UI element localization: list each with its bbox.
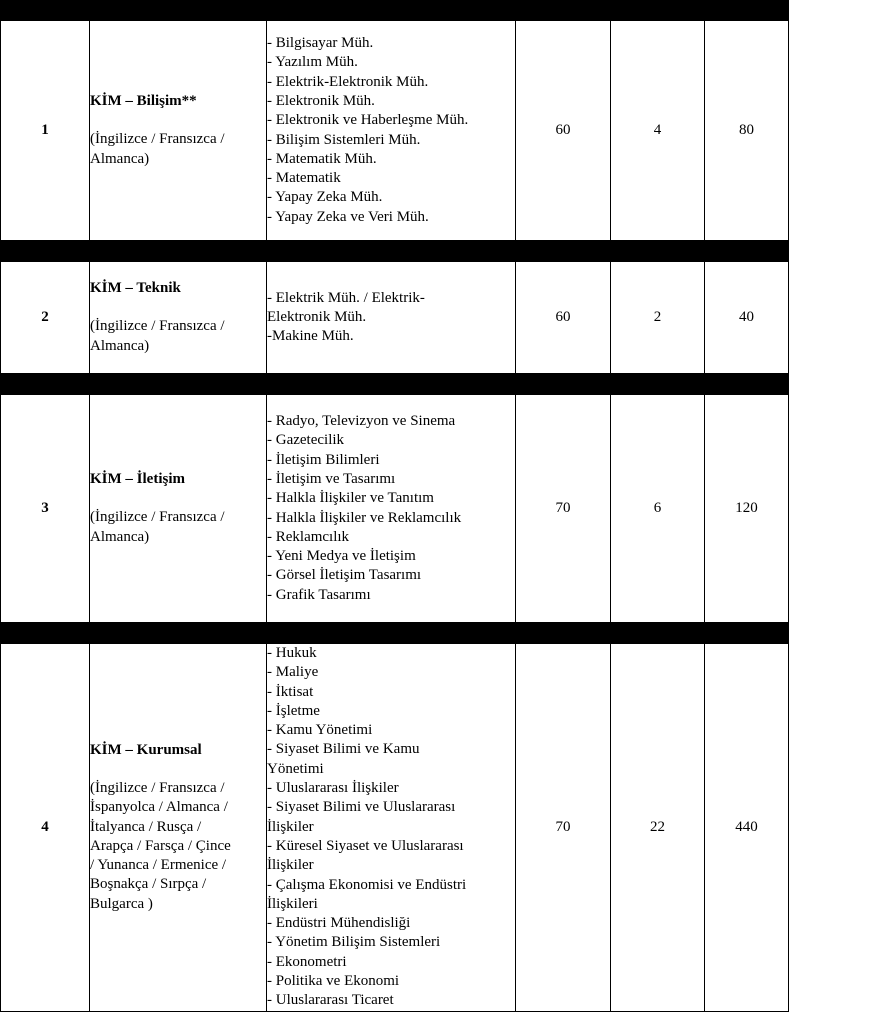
departments-cell: [267, 644, 516, 1012]
department-item: - Maliye: [267, 664, 319, 681]
department-item: - Yazılım Müh.: [267, 54, 358, 71]
department-item: İlişkileri: [267, 895, 318, 912]
department-item: İlişkiler: [267, 857, 314, 874]
table-row: [1, 644, 789, 1012]
department-item: - Siyaset Bilimi ve Kamu: [267, 741, 420, 758]
departments-cell: [267, 262, 516, 374]
department-item: - Elektronik Müh.: [267, 92, 375, 109]
department-item: - Bilişim Sistemleri Müh.: [267, 131, 421, 148]
language-line: Almanca): [90, 528, 150, 545]
language-line: Almanca): [90, 337, 150, 354]
language-line: İspanyolca / Almanca /: [90, 799, 228, 816]
value-cell-1: 70: [516, 644, 611, 1012]
department-item: - Görsel İletişim Tasarımı: [267, 567, 422, 584]
department-item: -Makine Müh.: [267, 328, 354, 345]
language-line: / Yunanca / Ermenice /: [90, 857, 227, 874]
table-row: [1, 21, 789, 241]
value-cell-3: 440: [705, 644, 789, 1012]
value-cell-2: 6: [611, 395, 705, 623]
table-row: [1, 262, 789, 374]
program-name: KİM – Kurumsal: [90, 741, 202, 758]
language-line: Almanca): [90, 150, 150, 167]
department-item: - Küresel Siyaset ve Uluslararası: [267, 837, 464, 854]
separator-row: [1, 241, 789, 262]
row-number: 4: [1, 644, 90, 1012]
department-item: - Elektrik Müh. / Elektrik-: [267, 289, 425, 306]
value-cell-3: 120: [705, 395, 789, 623]
value-cell-2: 4: [611, 21, 705, 241]
program-cell: [90, 644, 267, 1012]
value-cell-2: 2: [611, 262, 705, 374]
department-item: - İletişim Bilimleri: [267, 451, 380, 468]
department-item: - İletişim ve Tasarımı: [267, 470, 396, 487]
department-item: - Halkla İlişkiler ve Tanıtım: [267, 490, 434, 507]
department-item: Yönetimi: [267, 760, 324, 777]
program-cell: [90, 395, 267, 623]
separator-row: [1, 0, 789, 21]
language-line: (İngilizce / Fransızca /: [90, 779, 225, 796]
row-number: 2: [1, 262, 90, 374]
language-line: (İngilizce / Fransızca /: [90, 131, 225, 148]
department-item: - Endüstri Mühendisliği: [267, 915, 411, 932]
department-item: - Reklamcılık: [267, 528, 350, 545]
program-name: KİM – Teknik: [90, 280, 181, 297]
department-item: - Uluslararası Ticaret: [267, 992, 394, 1009]
department-item: - Siyaset Bilimi ve Uluslararası: [267, 799, 456, 816]
department-item: - Yapay Zeka Müh.: [267, 189, 383, 206]
department-item: - Yeni Medya ve İletişim: [267, 548, 416, 565]
department-item: - Ekonometri: [267, 953, 347, 970]
row-number: 1: [1, 21, 90, 241]
value-cell-1: 60: [516, 262, 611, 374]
language-line: İtalyanca / Rusça /: [90, 818, 202, 835]
department-item: - Matematik Müh.: [267, 150, 377, 167]
language-line: (İngilizce / Fransızca /: [90, 318, 225, 335]
value-cell-1: 60: [516, 21, 611, 241]
value-cell-1: 70: [516, 395, 611, 623]
department-item: - Bilgisayar Müh.: [267, 35, 374, 52]
department-item: - Gazetecilik: [267, 432, 345, 449]
department-item: - Yönetim Bilişim Sistemleri: [267, 934, 441, 951]
department-item: - Hukuk: [267, 645, 317, 661]
department-item: - Elektrik-Elektronik Müh.: [267, 73, 429, 90]
table-row: [1, 395, 789, 623]
program-languages: [90, 779, 266, 914]
value-cell-2: 22: [611, 644, 705, 1012]
department-item: Elektronik Müh.: [267, 308, 367, 325]
department-item: - Yapay Zeka ve Veri Müh.: [267, 208, 429, 225]
program-cell: [90, 21, 267, 241]
program-languages: [90, 508, 266, 547]
departments-cell: [267, 21, 516, 241]
language-line: (İngilizce / Fransızca /: [90, 509, 225, 526]
departments-cell: [267, 395, 516, 623]
department-item: - İşletme: [267, 702, 320, 719]
department-item: - Halkla İlişkiler ve Reklamcılık: [267, 509, 462, 526]
language-line: Arapça / Farsça / Çince: [90, 837, 231, 854]
separator-row: [1, 374, 789, 395]
program-languages: [90, 317, 266, 356]
language-line: Bulgarca ): [90, 895, 153, 912]
value-cell-3: 40: [705, 262, 789, 374]
language-line: Boşnakça / Sırpça /: [90, 876, 207, 893]
department-item: - Uluslararası İlişkiler: [267, 780, 399, 797]
department-item: - Grafik Tasarımı: [267, 586, 371, 603]
program-name: KİM – Bilişim**: [90, 93, 197, 110]
separator-row: [1, 623, 789, 644]
department-item: - Matematik: [267, 170, 341, 187]
department-item: - İktisat: [267, 683, 314, 700]
program-name: KİM – İletişim: [90, 471, 185, 488]
department-item: - Radyo, Televizyon ve Sinema: [267, 413, 456, 430]
department-item: - Çalışma Ekonomisi ve Endüstri: [267, 876, 467, 893]
department-item: - Kamu Yönetimi: [267, 722, 373, 739]
department-item: İlişkiler: [267, 818, 314, 835]
program-cell: [90, 262, 267, 374]
value-cell-3: 80: [705, 21, 789, 241]
program-languages: [90, 130, 266, 169]
department-item: - Elektronik ve Haberleşme Müh.: [267, 112, 469, 129]
row-number: 3: [1, 395, 90, 623]
department-item: - Politika ve Ekonomi: [267, 973, 400, 990]
